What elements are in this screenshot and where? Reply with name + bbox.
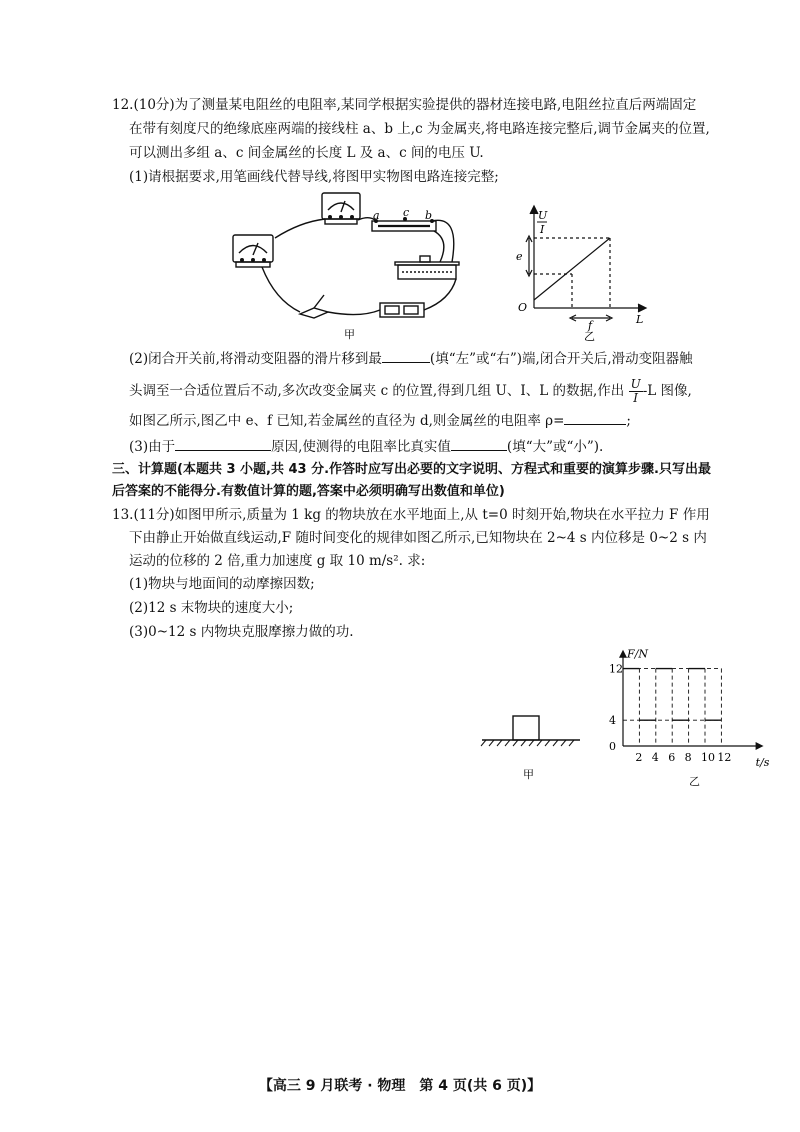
graph-y-den: I — [540, 223, 545, 236]
x-tick-label: 10 — [701, 751, 715, 764]
q12-part2-d-end: ; — [626, 413, 631, 429]
x-axis-label: t/s — [755, 756, 770, 769]
graph-x-label: L — [636, 313, 644, 326]
q12-part1: (1)请根据要求,用笔画线代替导线,将图甲实物图电路连接完整; — [129, 169, 499, 185]
x-tick-label: 4 — [651, 751, 659, 764]
section3-line2: 后答案的不能得分.有数值计算的题,答案中必须明确写出数值和单位) — [112, 484, 505, 499]
q13-line1: 13.(11分)如图甲所示,质量为 1 kg 的物块放在水平地面上,从 t=0 时刻开始,物块在水平拉力 F 作用 — [112, 507, 710, 523]
fig12-jia-label: 甲 — [344, 328, 355, 341]
q13-sub3: (3)0~12 s 内物块克服摩擦力做的功. — [129, 624, 354, 640]
y-tick-label: 12 — [609, 662, 623, 676]
y-tick-label: 4 — [609, 714, 616, 728]
q12-part2-c: 头调至一合适位置后不动,多次改变金属夹 c 的位置,得到几组 U、I、L 的数据,作出 — [129, 383, 625, 399]
frac-den: I — [633, 391, 639, 405]
terminal-b: b — [425, 209, 433, 222]
x-tick-label: 12 — [717, 751, 732, 764]
q12-line3: 可以测出多组 a、c 间金属丝的长度 L 及 a、c 间的电压 U. — [129, 145, 484, 161]
x-tick-label: 8 — [684, 751, 692, 764]
fig13-yi-label: 乙 — [689, 775, 700, 788]
section3-line1: 三、计算题(本题共 3 小题,共 43 分.作答时应写出必要的文字说明、方程式和重要的演算步骤.只写出最 — [112, 462, 711, 477]
graph-origin: O — [518, 301, 528, 314]
q12-part2-b: (填“左”或“右”)端,闭合开关后,滑动变阻器触 — [429, 351, 693, 367]
frac-num: U — [630, 377, 641, 391]
q12-line1: 12.(10分)为了测量某电阻丝的电阻率,某同学根据实验提供的器材连接电路,电阻丝拉直后两端固定 — [112, 97, 697, 113]
graph-e-label: e — [516, 250, 523, 263]
q13-line3: 运动的位移的 2 倍,重力加速度 g 取 10 m/s². 求: — [129, 553, 426, 569]
q12-line2: 在带有刻度尺的绝缘底座两端的接线柱 a、b 上,c 为金属夹,将电路连接完整后,调节金属夹的位置, — [129, 121, 710, 137]
fig12-yi-label: 乙 — [584, 330, 595, 343]
q13-sub2: (2)12 s 末物块的速度大小; — [129, 600, 294, 616]
x-tick-label: 2 — [635, 751, 643, 764]
q13-sub1: (1)物块与地面间的动摩擦因数; — [129, 576, 315, 592]
graph-y-num: U — [538, 209, 548, 222]
y-tick-label: 0 — [609, 740, 616, 753]
q12-part2-a: (2)闭合开关前,将滑动变阻器的滑片移到最 — [129, 351, 382, 367]
q12-part2-d: 如图乙所示,图乙中 e、f 已知,若金属丝的直径为 d,则金属丝的电阻率 ρ= — [129, 413, 565, 429]
y-axis-arrow — [619, 650, 627, 658]
terminal-a: a — [373, 209, 380, 222]
q12-part2-c-end: -L 图像, — [642, 383, 692, 399]
y-axis-label: F/N — [627, 647, 648, 661]
x-tick-label: 6 — [668, 751, 676, 764]
graph-f-label: f — [588, 319, 593, 332]
fig13-jia-label: 甲 — [523, 768, 534, 781]
terminal-c: c — [403, 206, 410, 219]
q12-part3-b: 原因,使测得的电阻率比真实值 — [271, 439, 451, 455]
page-footer: 【高三 9 月联考 · 物理 第 4 页(共 6 页)】 — [258, 1078, 542, 1094]
q12-part3-c: (填“大”或“小”). — [506, 439, 604, 455]
x-axis-arrow — [756, 742, 764, 750]
q13-line2: 下由静止开始做直线运动,F 随时间变化的规律如图乙所示,已知物块在 2~4 s 内位移是 0~2 s 内 — [129, 530, 707, 546]
q12-part3-a: (3)由于 — [129, 439, 176, 455]
